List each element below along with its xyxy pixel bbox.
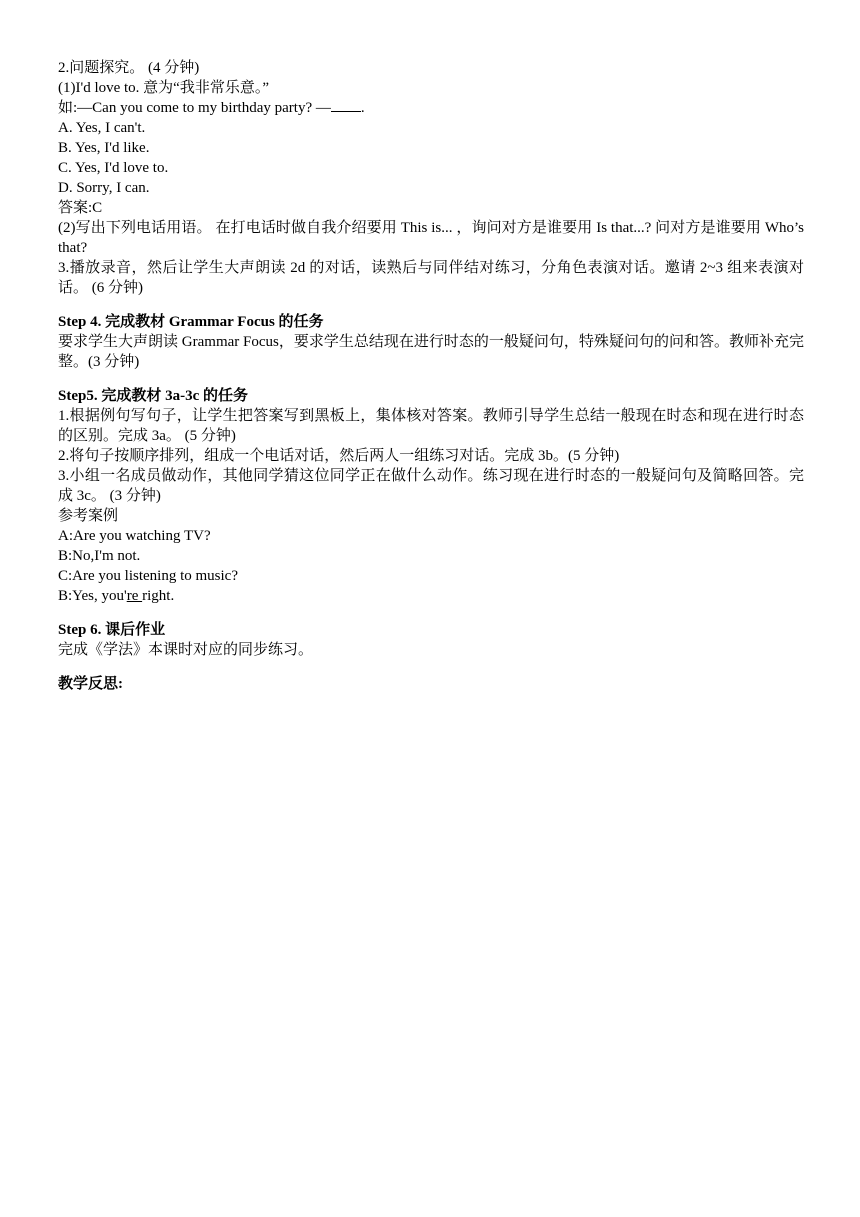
example-prefix: 如:—Can you come to my birthday party? — [58,100,331,116]
answer-text: 答案:C [58,200,103,216]
item-text: (2)写出下列电话用语。 在打电话时做自我介绍要用 This is... ，询问对方是谁要用 Is that...? 问对方是谁要用 Who’s that? [58,220,804,256]
item-text: 1.根据例句写句子，让学生把答案写到黑板上，集体核对答案。教师引导学生总结一般现在时态和现在进行时态的区别。完成 3a。 (5 分钟) [58,408,804,444]
example-label: 参考案例 [58,508,119,524]
section-heading: 2.问题探究。 (4 分钟) [58,60,200,76]
option-b: B. Yes, I'd like. [58,140,150,156]
step-title: Step 4. 完成教材 Grammar Focus 的任务 [58,314,324,330]
option-d: D. Sorry, I can. [58,180,150,196]
option-a: A. Yes, I can't. [58,120,146,136]
dialog-prefix: B:Yes, you' [58,588,127,604]
dialog-line: A:Are you watching TV? [58,528,211,544]
item-text: 2.将句子按顺序排列，组成一个电话对话，然后两人一组练习对话。完成 3b。(5 分钟) [58,448,620,464]
dialog-line: C:Are you listening to music? [58,568,238,584]
dialog-suffix: right. [142,588,175,604]
step-title: Step 6. 课后作业 [58,622,166,638]
underlined-text: re [126,588,143,604]
item-text: 3.小组一名成员做动作，其他同学猜这位同学正在做什么动作。练习现在进行时态的一般疑问句及简略回答。完成 3c。 (3 分钟) [58,468,804,504]
item-text: 3.播放录音，然后让学生大声朗读 2d 的对话，读熟后与同伴结对练习，分角色表演对话。邀请 2~3 组来表演对话。 (6 分钟) [58,260,804,296]
dialog-line: B:No,I'm not. [58,548,141,564]
dialog-line [58,586,804,606]
example-question [58,98,804,118]
document-page [58,58,804,694]
example-suffix: . [360,100,365,116]
reflection-title: 教学反思: [58,676,123,692]
step-title: Step5. 完成教材 3a-3c 的任务 [58,388,248,404]
answer-blank [331,99,361,112]
option-c: C. Yes, I'd love to. [58,160,169,176]
item-text: (1)I'd love to. 意为“我非常乐意。” [58,80,269,96]
step-body: 完成《学法》本课时对应的同步练习。 [58,642,314,658]
step-body: 要求学生大声朗读 Grammar Focus，要求学生总结现在进行时态的一般疑问句，特殊疑问句的问和答。教师补充完整。(3 分钟) [58,334,804,370]
